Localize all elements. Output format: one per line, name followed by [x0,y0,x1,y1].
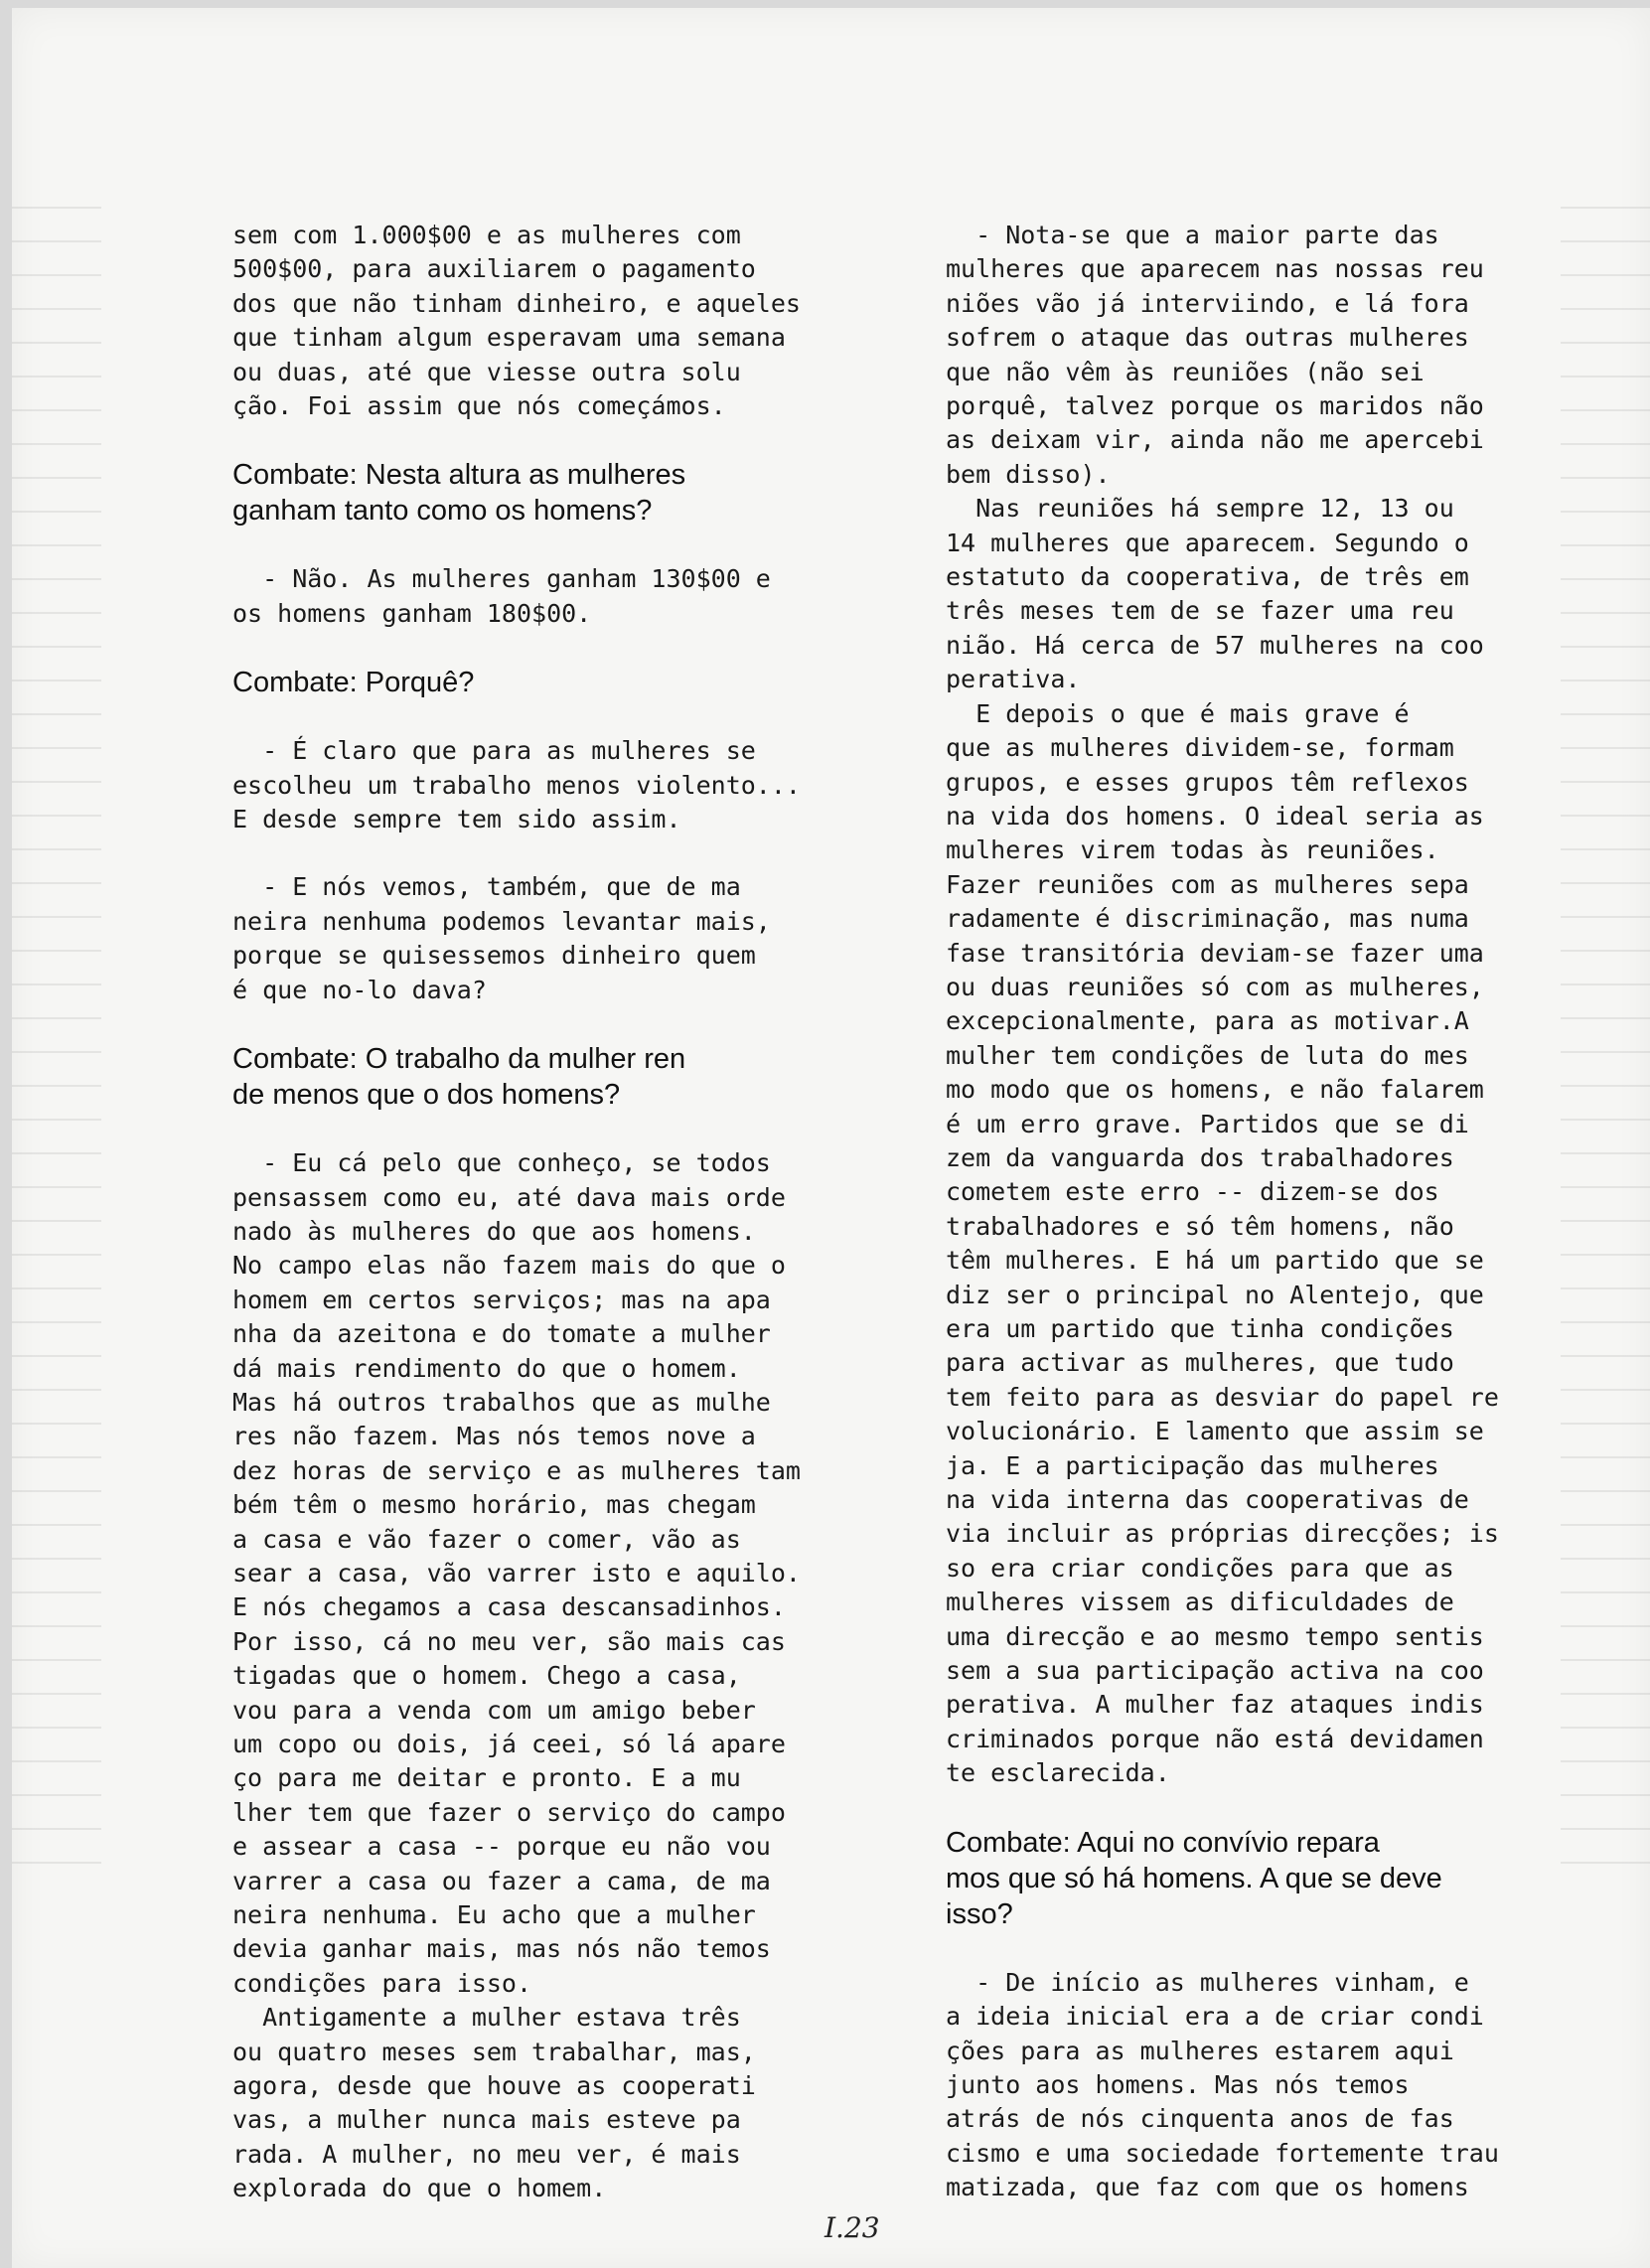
interview-answer [232,562,878,631]
text-line: - De início as mulheres vinham, e [946,1967,1469,1997]
text-line: que não vêm às reuniões (não sei [946,357,1425,386]
text-line: perativa. A mulher faz ataques indis [946,1690,1484,1720]
text-line: que as mulheres dividem-se, formam [946,733,1454,763]
text-line: matizada, que faz com que os homens [946,2173,1469,2202]
text-line: res não fazem. Mas nós temos nove a [232,1422,756,1451]
text-line: tigadas que o homem. Chego a casa, [232,1661,741,1691]
paragraph-gap [232,700,878,734]
text-line: E depois o que é mais grave é [946,698,1410,728]
text-line: atrás de nós cinquenta anos de fas [946,2104,1454,2134]
text-line: 14 mulheres que aparecem. Segundo o [946,528,1469,557]
text-line: ou quatro meses sem trabalhar, mas, [232,2037,756,2066]
text-line: agora, desde que houve as cooperati [232,2071,756,2101]
text-line: Combate: Aqui no convívio repara [946,1826,1380,1859]
text-line: radamente é discriminação, mas numa [946,904,1469,934]
text-line: te esclarecida. [946,1758,1170,1788]
text-line: nado às mulheres do que aos homens. [232,1216,756,1246]
text-line: na vida dos homens. O ideal seria as [946,801,1484,831]
interview-question [946,1825,1567,1932]
interview-question [232,665,878,700]
text-line: os homens ganham 180$00. [232,598,592,628]
text-line: diz ser o principal no Alentejo, que [946,1280,1484,1309]
text-line: bém têm o mesmo horário, mas chegam [232,1490,756,1520]
text-line: a casa e vão fazer o comer, vão as [232,1524,741,1554]
left-column [232,219,878,2206]
interview-question [232,1041,878,1113]
interview-answer [232,1146,878,2206]
text-line: E desde sempre tem sido assim. [232,805,681,834]
text-line: neira nenhuma. Eu acho que a mulher [232,1900,756,1930]
text-line: têm mulheres. E há um partido que se [946,1246,1484,1276]
text-line: escolheu um trabalho menos violento... [232,770,801,800]
text-line: explorada do que o homem. [232,2174,607,2203]
text-line: rada. A mulher, no meu ver, é mais [232,2139,741,2169]
text-line: ja. E a participação das mulheres [946,1450,1439,1480]
interview-answer [232,870,878,1007]
interview-answer [232,219,878,423]
paragraph-gap [232,631,878,665]
text-line: pensassem como eu, até dava mais orde [232,1182,786,1212]
text-line: fase transitória deviam-se fazer uma [946,938,1484,968]
interview-question [232,457,878,529]
text-line: excepcionalmente, para as motivar.A [946,1006,1469,1036]
text-line: Combate: O trabalho da mulher ren [232,1043,686,1076]
text-line: dá mais rendimento do que o homem. [232,1353,741,1383]
text-line: nião. Há cerca de 57 mulheres na coo [946,630,1484,660]
text-line: dez horas de serviço e as mulheres tam [232,1455,801,1485]
text-line: junto aos homens. Mas nós temos [946,2069,1410,2099]
text-line: 500$00, para auxiliarem o pagamento [232,254,756,284]
text-line: Antigamente a mulher estava três [232,2003,741,2033]
text-line: - Nota-se que a maior parte das [946,221,1439,249]
text-line: vou para a venda com um amigo beber [232,1695,756,1725]
text-line: Mas há outros trabalhos que as mulhe [232,1387,771,1417]
text-line: sofrem o ataque das outras mulheres [946,323,1469,353]
text-line: é que no-lo dava? [232,975,487,1004]
text-line: cometem este erro -- dizem-se dos [946,1177,1439,1207]
text-line: perativa. [946,665,1081,694]
text-line: ou duas, até que viesse outra solu [232,357,741,386]
paragraph-gap [232,1113,878,1146]
text-line: um copo ou dois, já ceei, só lá apare [232,1730,786,1758]
text-line: estatuto da cooperativa, de três em [946,562,1469,592]
text-line: ção. Foi assim que nós começámos. [232,391,726,421]
text-line: Nas reuniões há sempre 12, 13 ou [946,494,1454,524]
text-line: era um partido que tinha condições [946,1314,1454,1343]
text-line: niões vão já interviindo, e lá fora [946,288,1469,318]
text-line: mos que só há homens. A que se deve [946,1862,1442,1894]
interview-answer [232,734,878,836]
page-number: I.23 [825,2211,880,2244]
paragraph-gap [946,1932,1567,1966]
text-line: criminados porque não está devidamen [946,1724,1484,1753]
text-line: ou duas reuniões só com as mulheres, [946,972,1484,1001]
interview-answer [946,1966,1567,2205]
text-line: isso? [946,1897,1013,1930]
right-column [946,219,1567,2205]
text-line: grupos, e esses grupos têm reflexos [946,767,1469,797]
text-line: na vida interna das cooperativas de [946,1485,1469,1515]
text-line: vas, a mulher nunca mais esteve pa [232,2105,741,2135]
text-line: porquê, talvez porque os maridos não [946,391,1484,421]
text-line: para activar as mulheres, que tudo [946,1348,1454,1378]
text-line: nha da azeitona e do tomate a mulher [232,1319,771,1349]
text-line: uma direcção e ao mesmo tempo sentis [946,1621,1484,1651]
text-line: ções para as mulheres estarem aqui [946,2036,1454,2065]
text-line: sem com 1.000$00 e as mulheres com [232,221,741,249]
paragraph-gap [232,423,878,457]
text-line: é um erro grave. Partidos que se di [946,1109,1469,1138]
text-line: neira nenhuma podemos levantar mais, [232,906,771,936]
document-page [12,8,1650,2268]
text-line: so era criar condições para que as [946,1553,1454,1583]
text-line: varrer a casa ou fazer a cama, de ma [232,1866,771,1895]
text-line: E nós chegamos a casa descansadinhos. [232,1592,786,1622]
text-line: trabalhadores e só têm homens, não [946,1211,1454,1241]
text-line: porque se quisessemos dinheiro quem [232,941,756,971]
text-line: mulheres que aparecem nas nossas reu [946,254,1484,284]
text-line: tem feito para as desviar do papel re [946,1382,1499,1412]
text-line: Combate: Porquê? [232,667,475,699]
text-line: via incluir as próprias direcções; is [946,1519,1499,1549]
text-line: ganham tanto como os homens? [232,495,653,528]
text-line: condições para isso. [232,1968,532,1998]
paragraph-gap [232,1007,878,1041]
text-line: - Não. As mulheres ganham 130$00 e [232,564,771,594]
text-line: mulheres virem todas às reuniões. [946,835,1439,865]
text-line: dos que não tinham dinheiro, e aqueles [232,288,801,318]
text-line: zem da vanguarda dos trabalhadores [946,1142,1454,1172]
text-line: mo modo que os homens, e não falarem [946,1075,1484,1105]
text-line: as deixam vir, ainda não me apercebi [946,425,1484,455]
text-line: No campo elas não fazem mais do que o [232,1251,786,1281]
text-line: e assear a casa -- porque eu não vou [232,1832,771,1862]
text-line: três meses tem de se fazer uma reu [946,596,1454,626]
text-line: volucionário. E lamento que assim se [946,1417,1484,1446]
text-line: ço para me deitar e pronto. E a mu [232,1763,741,1793]
text-line: - É claro que para as mulheres se [232,736,756,766]
paragraph-gap [232,529,878,562]
text-line: mulher tem condições de luta do mes [946,1040,1469,1070]
text-line: a ideia inicial era a de criar condi [946,2002,1484,2032]
text-line: - E nós vemos, também, que de ma [232,872,741,902]
text-line: sear a casa, vão varrer isto e aquilo. [232,1558,801,1588]
text-line: Por isso, cá no meu ver, são mais cas [232,1626,786,1656]
text-line: Fazer reuniões com as mulheres sepa [946,869,1469,899]
paragraph-gap [946,1791,1567,1825]
paragraph-gap [232,836,878,870]
bleed-through-right [1561,207,1650,1895]
text-line: de menos que o dos homens? [232,1079,621,1112]
text-line: homem em certos serviços; mas na apa [232,1285,771,1314]
text-line: sem a sua participação activa na coo [946,1656,1484,1686]
text-line: devia ganhar mais, mas nós não temos [232,1934,771,1964]
text-line: lher tem que fazer o serviço do campo [232,1797,786,1827]
text-line: mulheres vissem as dificuldades de [946,1588,1454,1617]
interview-answer [946,219,1567,1791]
bleed-through-left [12,207,101,1895]
text-line: que tinham algum esperavam uma semana [232,323,786,353]
text-line: cismo e uma sociedade fortemente trau [946,2138,1499,2168]
text-line: Combate: Nesta altura as mulheres [232,459,686,492]
text-line: - Eu cá pelo que conheço, se todos [232,1148,771,1178]
text-line: bem disso). [946,459,1111,489]
